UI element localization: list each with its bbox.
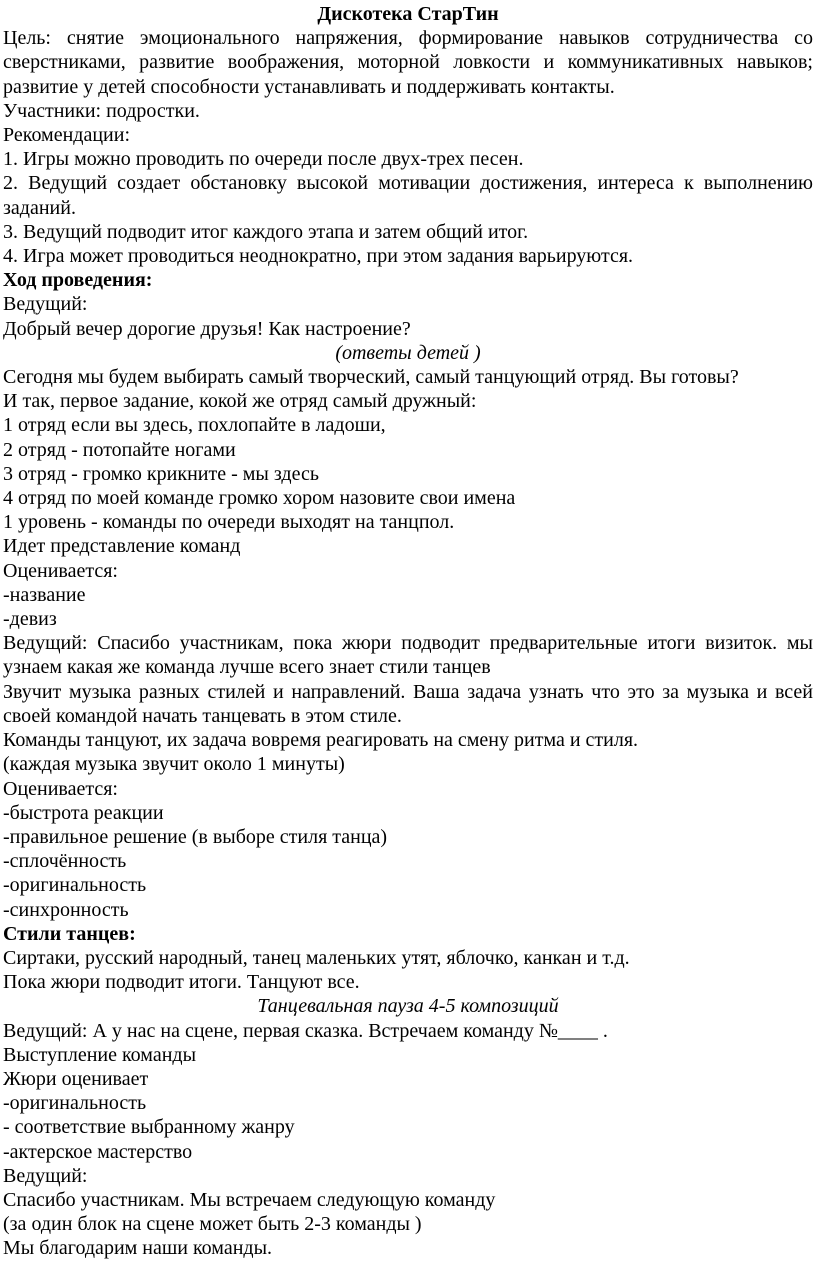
document-title: Дискотека СтарТин [317, 3, 499, 25]
text-line: И так, первое задание, кокой же отряд самый дружный: [3, 390, 477, 413]
text-line: Мы благодарим наши команды. [3, 1237, 273, 1260]
criterion-item: -актерское мастерство [3, 1140, 193, 1163]
criterion-item: - соответствие выбранному жанру [3, 1116, 295, 1139]
criterion-item: -оригинальность [3, 874, 147, 897]
text-line: Пока жюри подводит итоги. Танцуют все. [3, 971, 360, 994]
host-label: Ведущий: [3, 293, 88, 316]
evaluated-label: Оценивается: [3, 559, 118, 582]
criterion-item: -сплочённость [3, 850, 127, 873]
criterion-item: -быстрота реакции [3, 801, 164, 824]
participants-line: Участники: подростки. [3, 99, 200, 122]
text-line: 1 уровень - команды по очереди выходят на танцпол. [3, 511, 455, 534]
evaluated-label: Оценивается: [3, 777, 118, 800]
recommendations-label: Рекомендации: [3, 124, 131, 147]
squad-line: 1 отряд если вы здесь, похлопайте в ладоши, [3, 414, 386, 437]
text-line: (за один блок на сцене может быть 2-3 команды ) [3, 1213, 422, 1236]
squad-line: 4 отряд по моей команде громко хором назовите свои имена [3, 487, 516, 510]
recommendation-item: 2. Ведущий создает обстановку высокой мотивации достижения, интереса к выполнению заданий. [3, 172, 813, 219]
criterion-item: -синхронность [3, 898, 129, 921]
dance-styles-heading: Стили танцев: [3, 922, 136, 945]
criterion-item: -оригинальность [3, 1092, 147, 1115]
criterion-item: -название [3, 583, 86, 606]
dance-pause-note: Танцевальная пауза 4-5 композиций [257, 995, 559, 1018]
recommendation-item: 3. Ведущий подводит итог каждого этапа и затем общий итог. [3, 220, 529, 243]
text-line: Сегодня мы будем выбирать самый творческий, самый танцующий отряд. Вы готовы? [3, 366, 739, 389]
squad-line: 2 отряд - потопайте ногами [3, 438, 236, 461]
procedure-heading: Ход проведения: [3, 269, 153, 292]
criterion-item: -девиз [3, 608, 57, 631]
text-line: Сиртаки, русский народный, танец маленьких утят, яблочко, канкан и т.д. [3, 946, 630, 969]
squad-line: 3 отряд - громко крикните - мы здесь [3, 462, 319, 485]
text-line: Идет представление команд [3, 535, 241, 558]
goal-paragraph: Цель: снятие эмоционального напряжения, формирование навыков сотрудничества со сверстниками, развитие воображения, моторной ловкости и коммуникативных навыков; развитие у детей способности устанавливать и поддерживать контакты. [3, 27, 813, 98]
criterion-item: -правильное решение (в выборе стиля танца) [3, 825, 388, 848]
recommendation-item: 1. Игры можно проводить по очереди после двух-трех песен. [3, 148, 524, 171]
text-line: (каждая музыка звучит около 1 минуты) [3, 753, 345, 776]
greeting-line: Добрый вечер дорогие друзья! Как настроение? [3, 317, 411, 340]
host-label: Ведущий: [3, 1164, 88, 1187]
text-line: Выступление команды [3, 1043, 197, 1066]
text-paragraph: Ведущий: Спасибо участникам, пока жюри подводит предварительные итоги визиток. мы узнаем какая же команда лучше всего знает стили танцев [3, 632, 813, 679]
recommendation-item: 4. Игра может проводиться неоднократно, при этом задания варьируются. [3, 245, 634, 268]
text-line: Жюри оценивает [3, 1067, 149, 1090]
text-line: Команды танцуют, их задача вовремя реагировать на смену ритма и стиля. [3, 729, 639, 752]
kids-answers-note: (ответы детей ) [335, 341, 481, 364]
text-line: Ведущий: А у нас на сцене, первая сказка. Встречаем команду №____ . [3, 1019, 608, 1042]
text-paragraph: Звучит музыка разных стилей и направлений. Ваша задача узнать что это за музыка и всей своей командой начать танцевать в этом стиле. [3, 680, 813, 727]
text-line: Спасибо участникам. Мы встречаем следующую команду [3, 1188, 496, 1211]
